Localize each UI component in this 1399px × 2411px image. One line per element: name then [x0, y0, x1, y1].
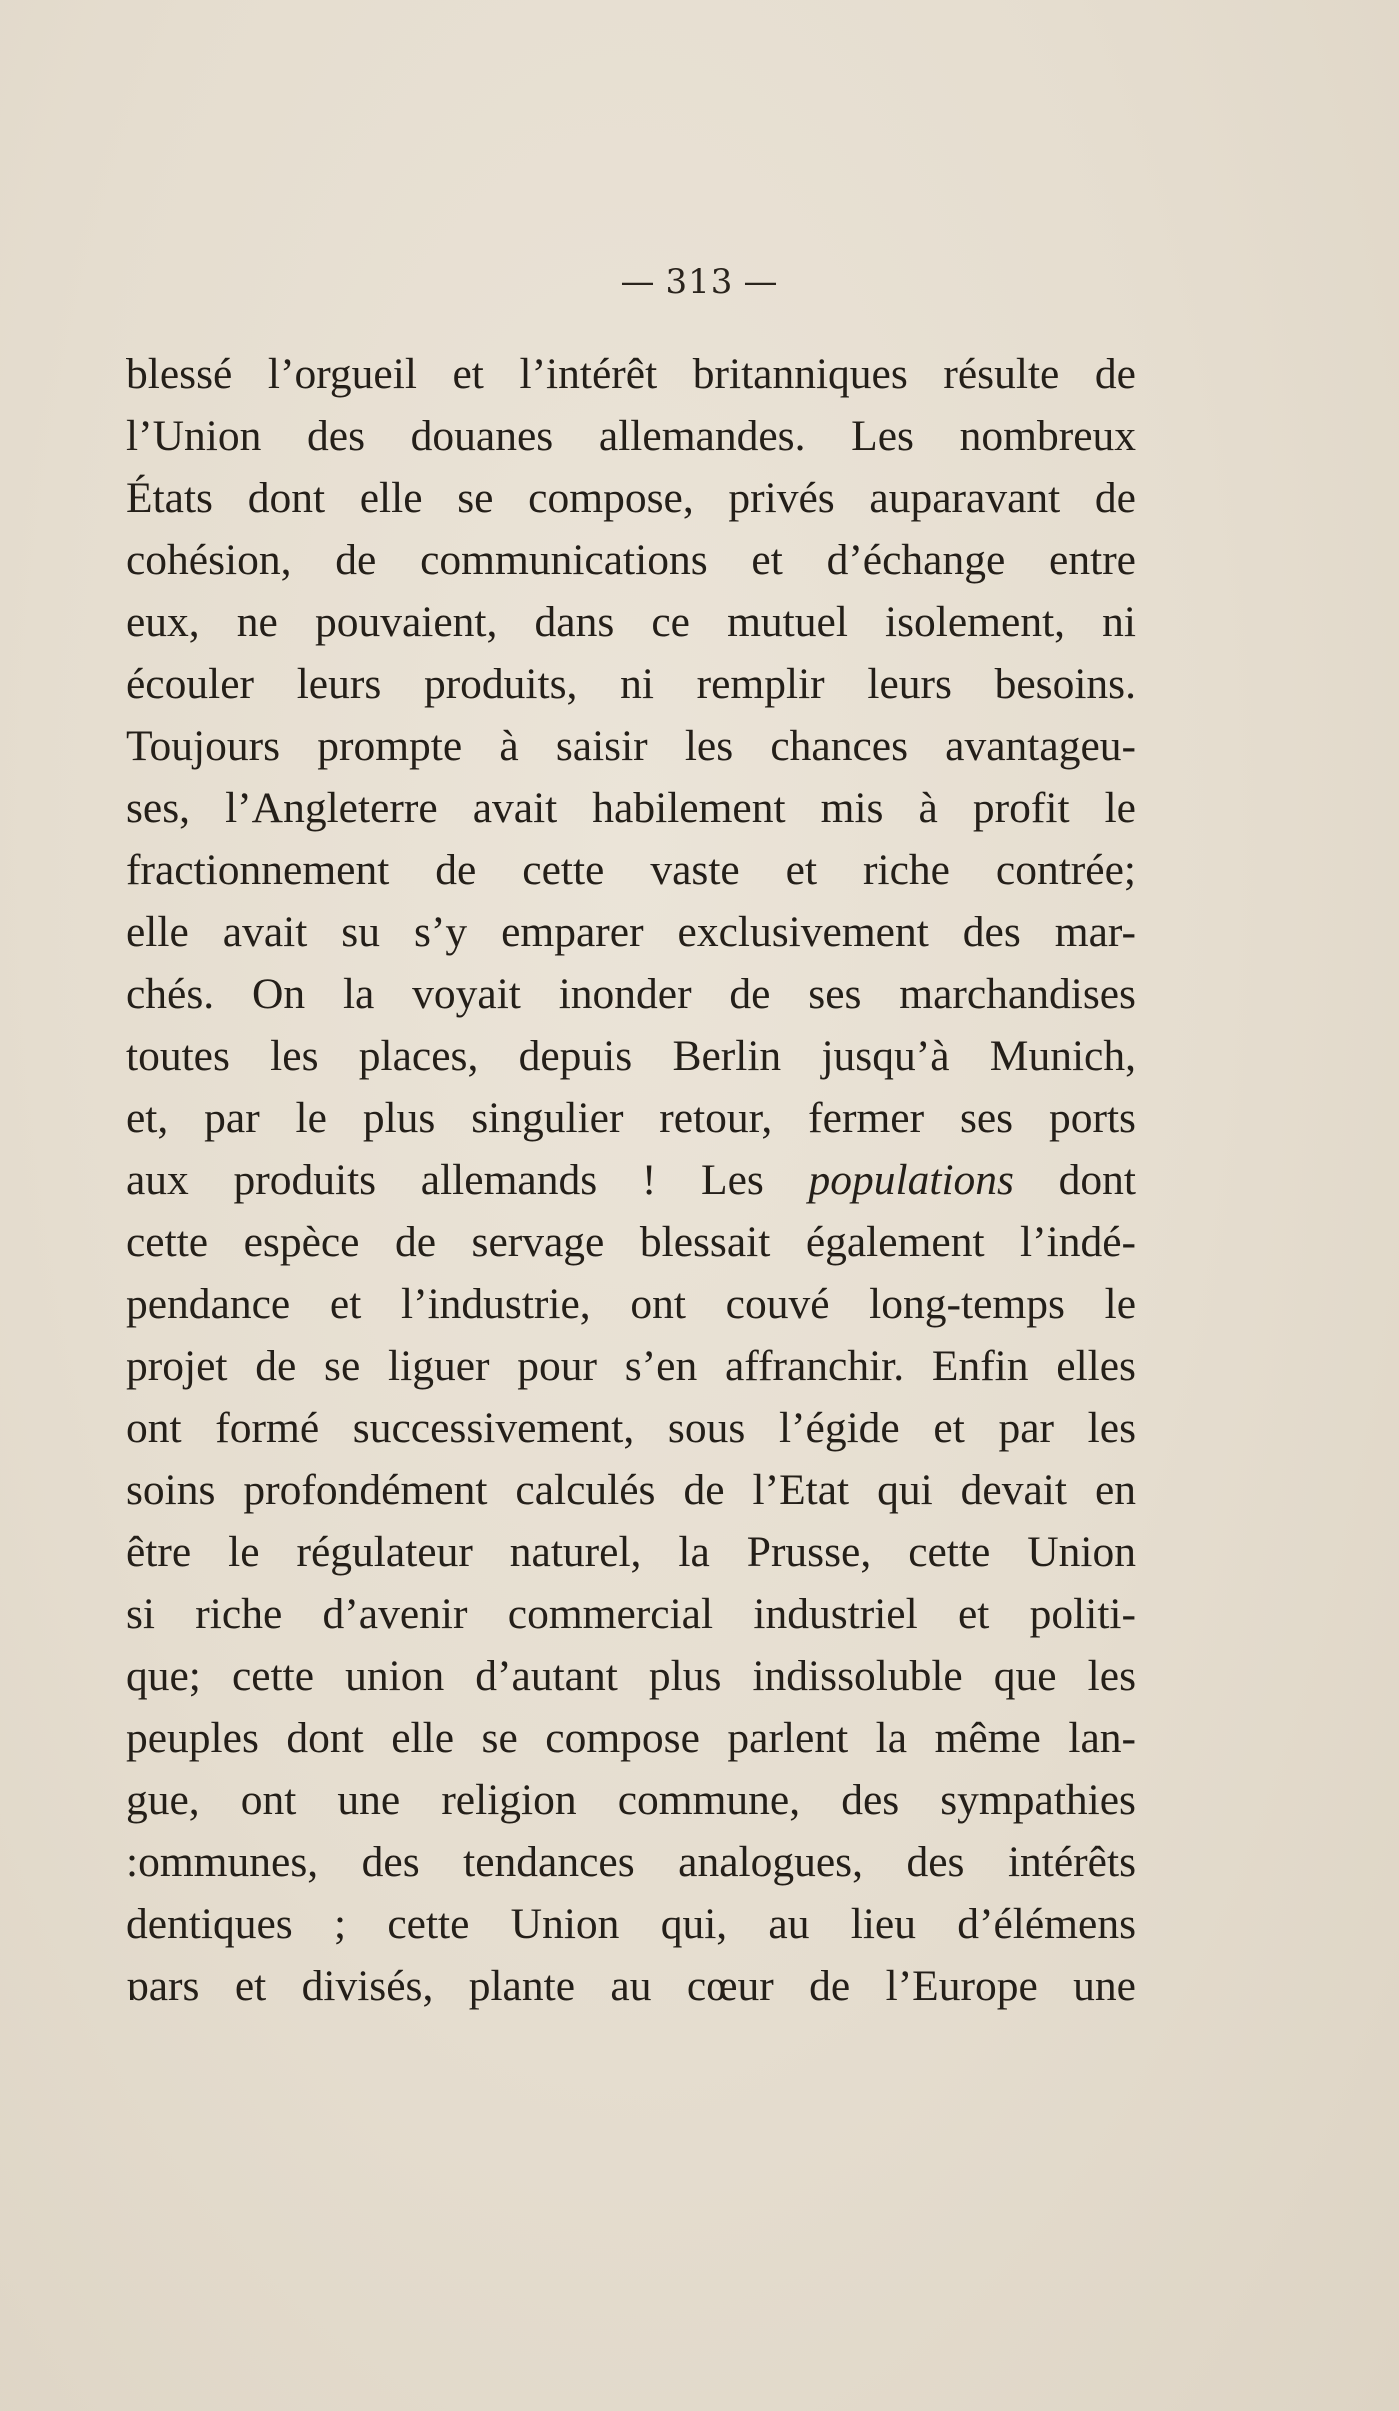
text-line-with-italic [126, 1149, 1136, 1211]
text-line: cette espèce de servage blessait également l’indé- [126, 1218, 1136, 1266]
text-line: peuples dont elle se compose parlent la même lan- [126, 1714, 1136, 1762]
text-line: ses, l’Angleterre avait habilement mis à profit le [126, 784, 1136, 832]
text-line: Toujours prompte à saisir les chances avantageu- [126, 722, 1136, 770]
text-line: écouler leurs produits, ni remplir leurs besoins. [126, 660, 1136, 708]
text-line: et, par le plus singulier retour, fermer ses ports [126, 1094, 1136, 1142]
text-line: dentiques ; cette Union qui, au lieu d’élémens [126, 1900, 1136, 1948]
text-line: chés. On la voyait inonder de ses marchandises [126, 970, 1136, 1018]
page-number-dash-right: — [743, 262, 779, 302]
text-line: blessé l’orgueil et l’intérêt britanniques résulte de [126, 350, 1136, 398]
italic-word: populations [808, 1156, 1014, 1204]
text-line: être le régulateur naturel, la Prusse, cette Union [126, 1528, 1136, 1576]
text-line: soins profondément calculés de l’Etat qui devait en [126, 1466, 1136, 1514]
text-segment: aux produits allemands ! Les [126, 1156, 809, 1204]
text-line: ont formé successivement, sous l’égide et par les [126, 1404, 1136, 1452]
text-line: elle avait su s’y emparer exclusivement des mar- [126, 908, 1136, 956]
text-line: pendance et l’industrie, ont couvé long-temps le [126, 1280, 1136, 1328]
text-line: eux, ne pouvaient, dans ce mutuel isolement, ni [126, 598, 1136, 646]
text-line: cohésion, de communications et d’échange entre [126, 536, 1136, 584]
page-number-value: 313 [665, 262, 734, 302]
text-line: fractionnement de cette vaste et riche contrée; [126, 846, 1136, 894]
text-line: ɒars et divisés, plante au cœur de l’Europe une [126, 1962, 1136, 2010]
page-number [0, 262, 1399, 302]
text-line: toutes les places, depuis Berlin jusqu’à Munich, [126, 1032, 1136, 1080]
text-line: si riche d’avenir commercial industriel et politi- [126, 1590, 1136, 1638]
text-line: États dont elle se compose, privés auparavant de [126, 474, 1136, 522]
text-line: :ommunes, des tendances analogues, des intérêts [126, 1838, 1136, 1886]
page-number-dash-left: — [620, 262, 656, 302]
text-line: gue, ont une religion commune, des sympathies [126, 1776, 1136, 1824]
text-line: que; cette union d’autant plus indissoluble que les [126, 1652, 1136, 1700]
text-segment: dont [1013, 1156, 1136, 1204]
body-text [126, 343, 1136, 2017]
text-line: projet de se liguer pour s’en affranchir. Enfin elles [126, 1342, 1136, 1390]
text-line: l’Union des douanes allemandes. Les nombreux [126, 412, 1136, 460]
